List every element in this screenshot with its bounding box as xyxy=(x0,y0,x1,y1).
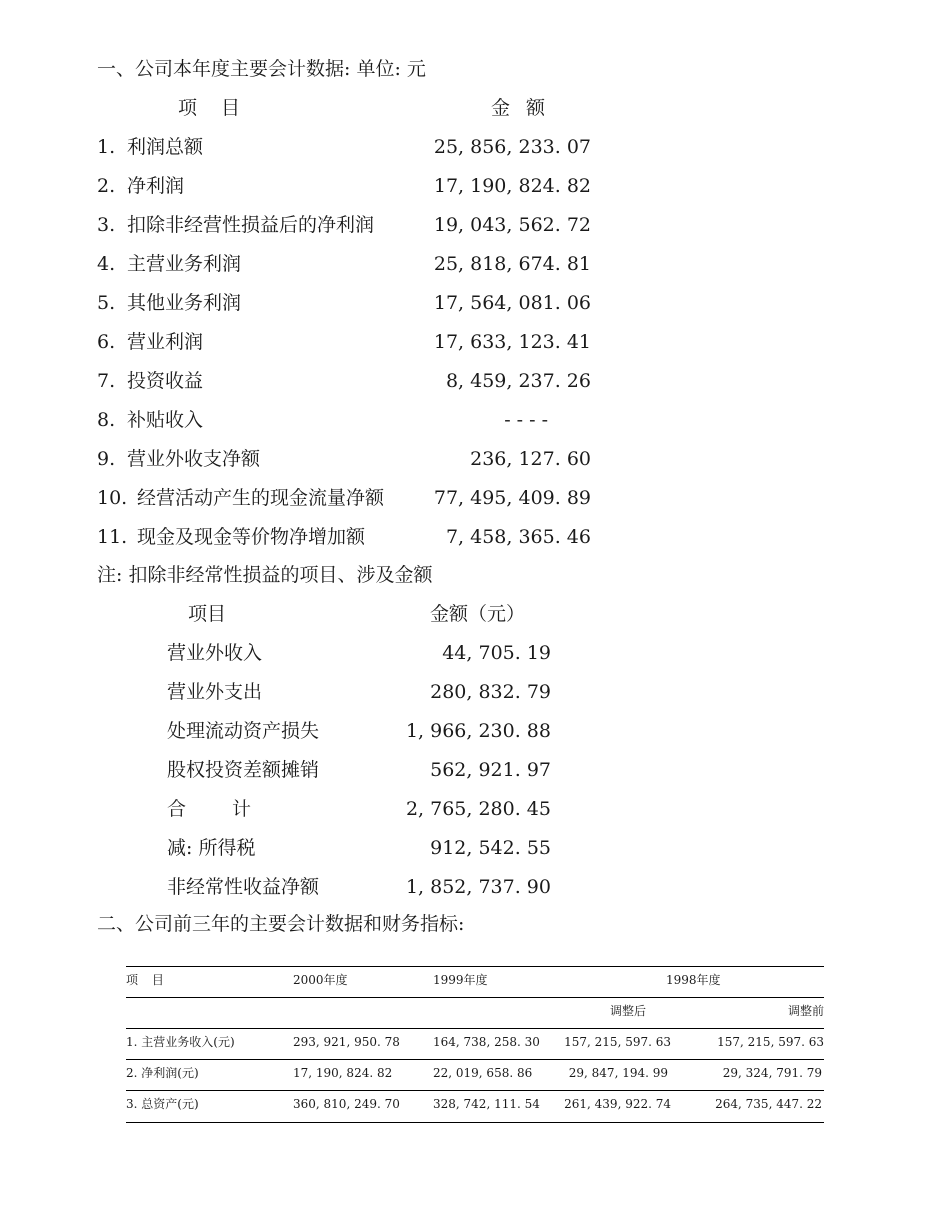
table-cell-1998-before: 29, 324, 791. 79 xyxy=(722,1066,822,1080)
table-cell-2000: 17, 190, 824. 82 xyxy=(293,1066,393,1080)
note-row-value: 1, 966, 230. 88 xyxy=(405,720,551,742)
note-row-label: 合 计 xyxy=(167,798,252,820)
note-row-label: 股权投资差额摊销 xyxy=(167,759,320,781)
section1-header-item: 项 目 xyxy=(178,97,241,119)
row-number: 2. xyxy=(97,175,116,197)
note-row-value: 562, 921. 97 xyxy=(430,759,551,781)
table-cell-1998-before: 157, 215, 597. 63 xyxy=(717,1035,824,1049)
note-row-value: 912, 542. 55 xyxy=(430,837,551,859)
table-rule xyxy=(126,966,824,967)
section2-title: 二、公司前三年的主要会计数据和财务指标: xyxy=(97,913,465,935)
row-label: 扣除非经营性损益后的净利润 xyxy=(127,214,375,236)
table-rule xyxy=(126,1028,824,1029)
note-row-label: 处理流动资产损失 xyxy=(167,720,320,742)
row-number: 11. xyxy=(97,526,128,548)
table-row-label: 3. 总资产(元) xyxy=(126,1097,199,1111)
table-header-adjusted-before: 调整前 xyxy=(787,1004,824,1018)
row-value: 17, 190, 824. 82 xyxy=(433,175,591,197)
row-value: 77, 495, 409. 89 xyxy=(433,487,591,509)
table-header-1998: 1998年度 xyxy=(666,973,721,987)
row-number: 10. xyxy=(97,487,128,509)
table-header-2000: 2000年度 xyxy=(293,973,348,987)
row-label: 净利润 xyxy=(127,175,185,197)
table-header-item: 项 目 xyxy=(126,973,164,987)
row-value: 8, 459, 237. 26 xyxy=(445,370,591,392)
row-number: 1. xyxy=(97,136,116,158)
row-label: 现金及现金等价物净增加额 xyxy=(137,526,366,548)
row-label: 主营业务利润 xyxy=(127,253,242,275)
note-row-value: 2, 765, 280. 45 xyxy=(405,798,551,820)
table-header-adjusted-after: 调整后 xyxy=(609,1004,646,1018)
note-header-item: 项目 xyxy=(188,603,227,625)
row-value: 25, 818, 674. 81 xyxy=(433,253,591,275)
row-value: 17, 633, 123. 41 xyxy=(433,331,591,353)
row-label: 利润总额 xyxy=(127,136,204,158)
table-cell-2000: 360, 810, 249. 70 xyxy=(293,1097,400,1111)
note-row-label: 营业外支出 xyxy=(167,681,263,703)
row-value: 7, 458, 365. 46 xyxy=(445,526,591,548)
section1-title: 一、公司本年度主要会计数据: 单位: 元 xyxy=(97,58,426,80)
table-cell-1998-before: 264, 735, 447. 22 xyxy=(715,1097,822,1111)
table-rule xyxy=(126,1090,824,1091)
note-row-value: 44, 705. 19 xyxy=(442,642,551,664)
table-cell-1999: 164, 738, 258. 30 xyxy=(433,1035,540,1049)
note-row-value: 1, 852, 737. 90 xyxy=(405,876,551,898)
table-cell-1999: 22, 019, 658. 86 xyxy=(433,1066,533,1080)
table-row-label: 2. 净利润(元) xyxy=(126,1066,199,1080)
row-label: 补贴收入 xyxy=(127,409,204,431)
row-number: 8. xyxy=(97,409,116,431)
row-label: 投资收益 xyxy=(127,370,204,392)
row-value: 19, 043, 562. 72 xyxy=(433,214,591,236)
table-cell-1998-after: 29, 847, 194. 99 xyxy=(568,1066,668,1080)
table-cell-1998-after: 157, 215, 597. 63 xyxy=(564,1035,671,1049)
note-row-label: 非经常性收益净额 xyxy=(167,876,320,898)
note-row-value: 280, 832. 79 xyxy=(430,681,551,703)
table-cell-1998-after: 261, 439, 922. 74 xyxy=(564,1097,671,1111)
note-header-amount: 金额（元） xyxy=(430,603,526,625)
row-number: 4. xyxy=(97,253,116,275)
row-value: 17, 564, 081. 06 xyxy=(433,292,591,314)
table-rule xyxy=(126,997,824,998)
row-number: 5. xyxy=(97,292,116,314)
table-cell-2000: 293, 921, 950. 78 xyxy=(293,1035,400,1049)
row-number: 3. xyxy=(97,214,116,236)
note-row-label: 营业外收入 xyxy=(167,642,263,664)
section1-header-amount: 金 额 xyxy=(491,97,546,119)
row-label: 营业利润 xyxy=(127,331,204,353)
table-rule xyxy=(126,1059,824,1060)
table-cell-1999: 328, 742, 111. 54 xyxy=(433,1097,540,1111)
row-label: 经营活动产生的现金流量净额 xyxy=(137,487,385,509)
note-row-label: 减: 所得税 xyxy=(167,837,256,859)
table-rule xyxy=(126,1122,824,1123)
row-value: 25, 856, 233. 07 xyxy=(433,136,591,158)
row-label: 营业外收支净额 xyxy=(127,448,261,470)
table-header-1999: 1999年度 xyxy=(433,973,488,987)
table-row-label: 1. 主营业务收入(元) xyxy=(126,1035,235,1049)
row-value: 236, 127. 60 xyxy=(470,448,591,470)
row-number: 6. xyxy=(97,331,116,353)
row-label: 其他业务利润 xyxy=(127,292,242,314)
row-value: - - - - xyxy=(504,409,548,431)
row-number: 9. xyxy=(97,448,116,470)
row-number: 7. xyxy=(97,370,116,392)
note-title: 注: 扣除非经常性损益的项目、涉及金额 xyxy=(97,564,433,586)
